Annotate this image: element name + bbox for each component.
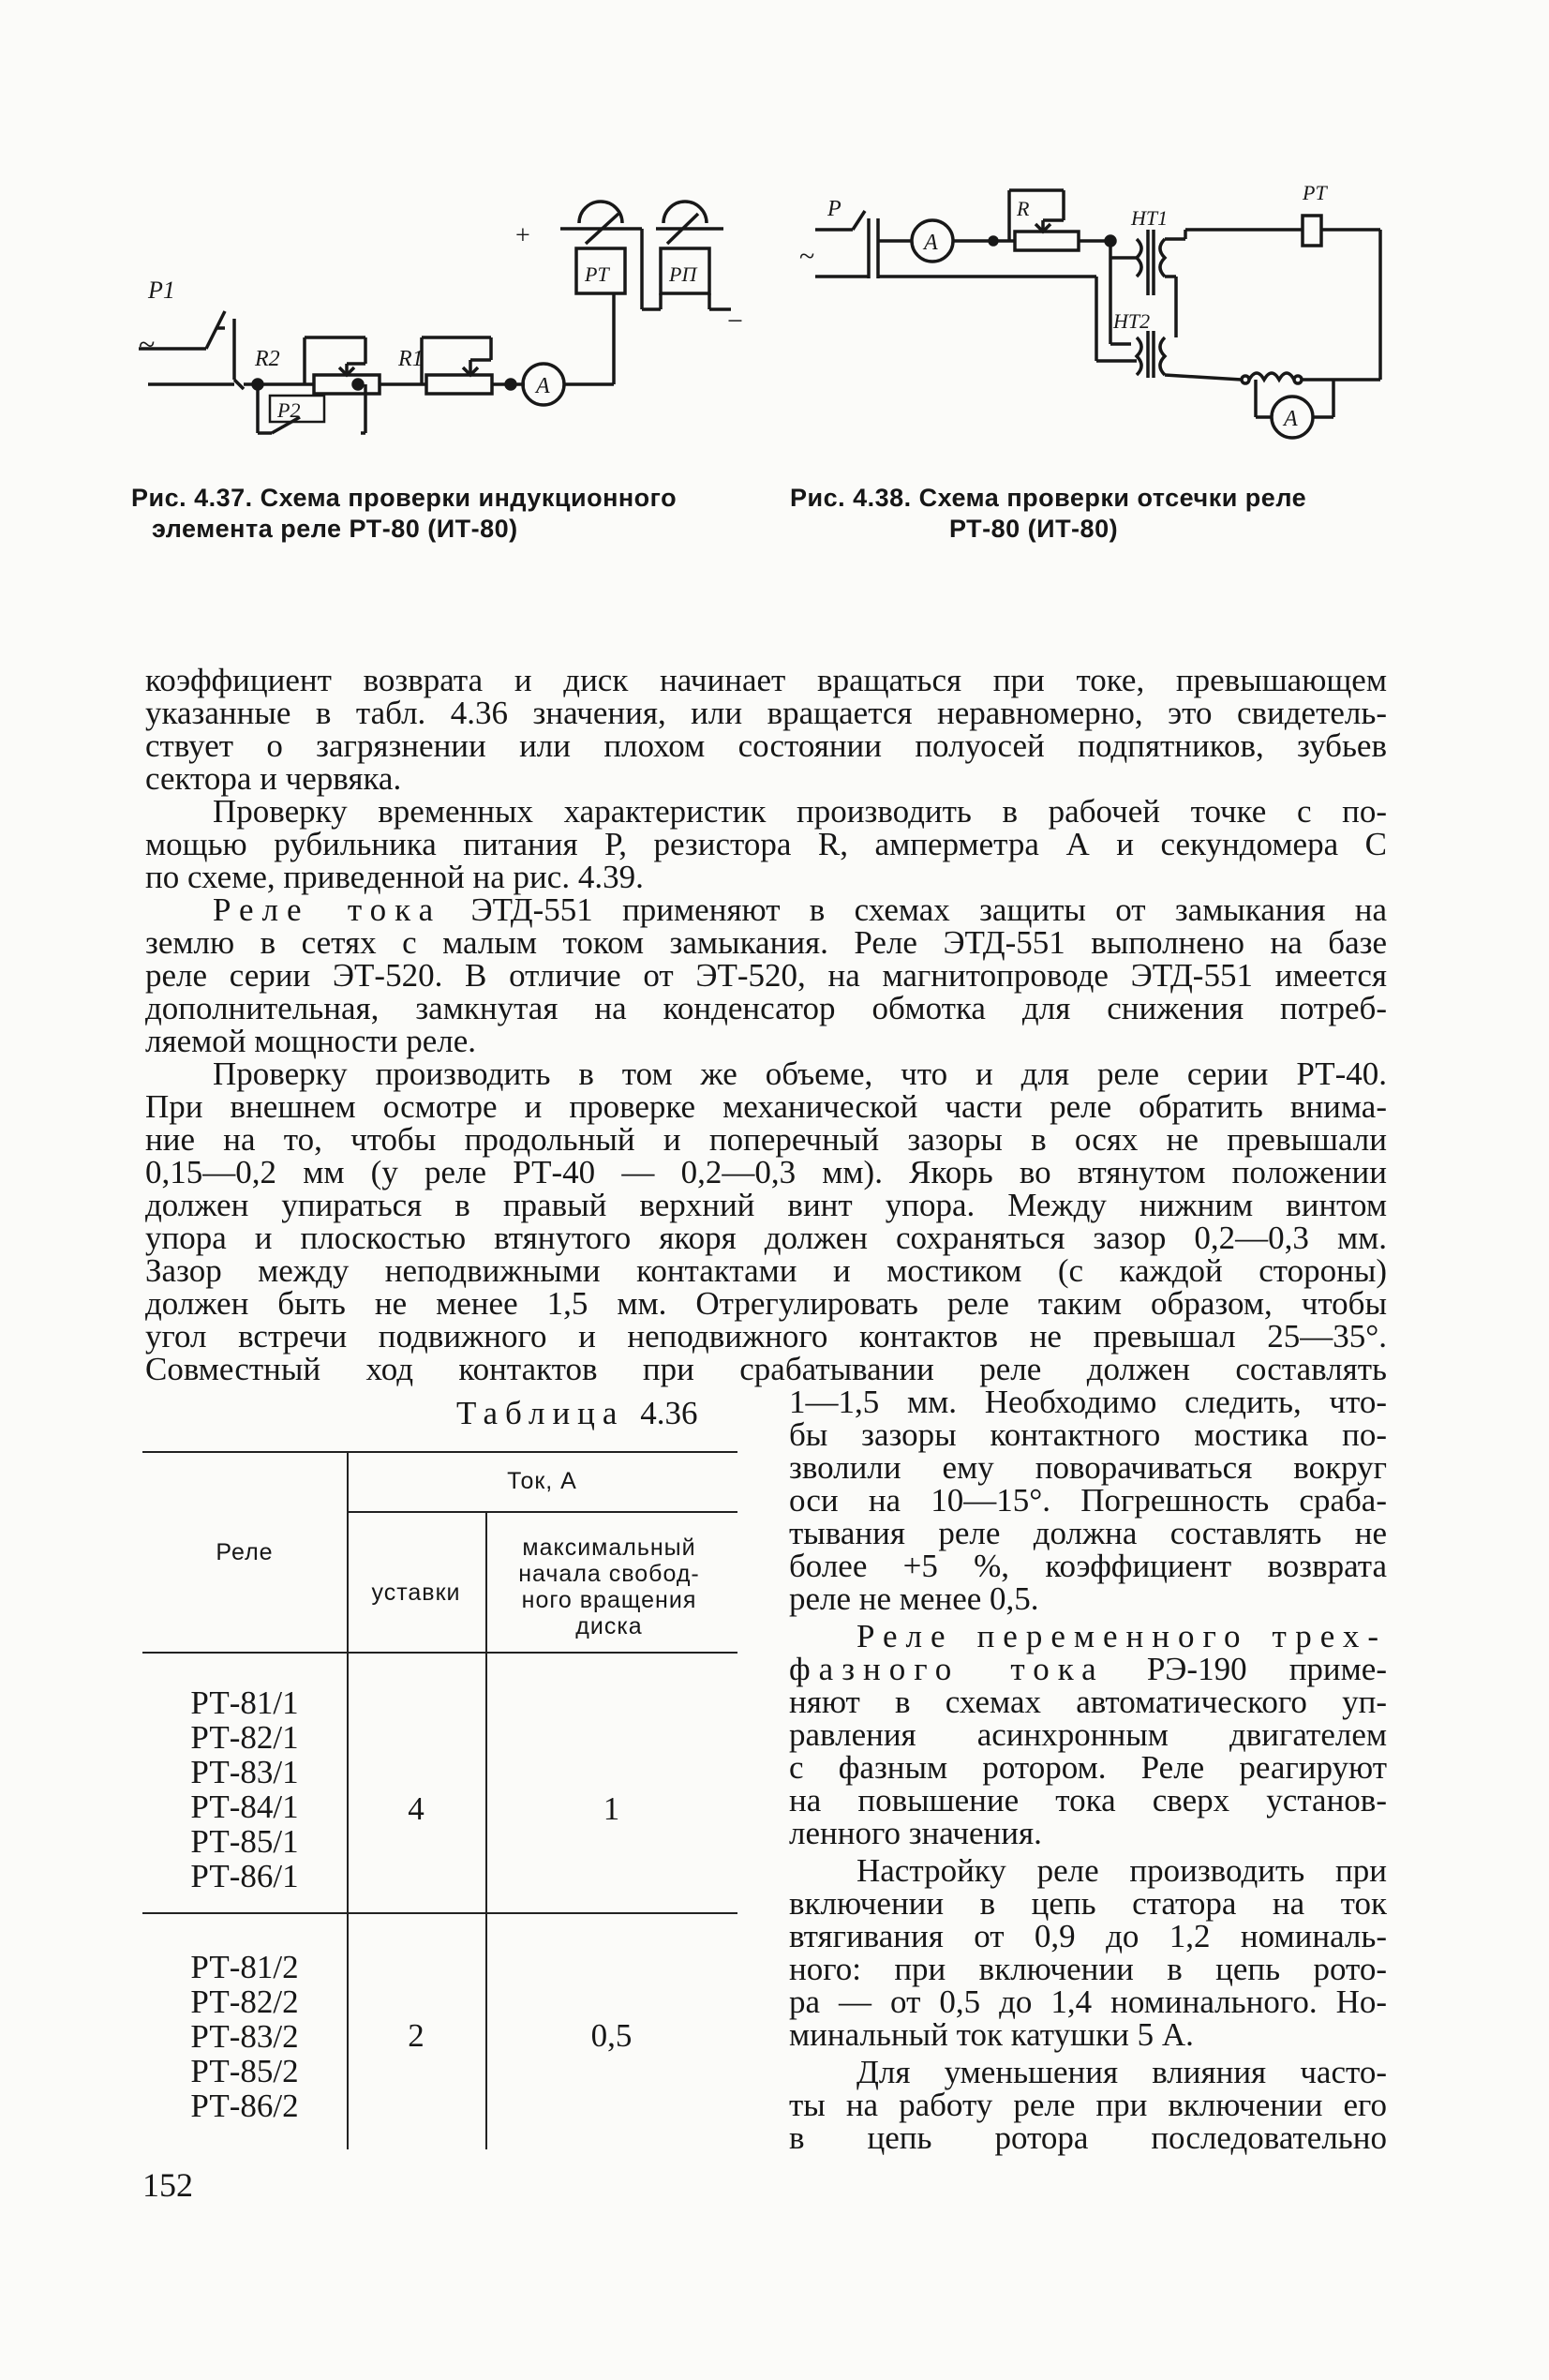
paragraph-2 xyxy=(145,795,1387,893)
table-cell-relay: РТ-83/2 xyxy=(190,2018,299,2055)
text-line: по схеме, приведенной на рис. 4.39. xyxy=(145,859,644,895)
text-line: 1—1,5 мм. Необходимо следить, что- xyxy=(789,1384,1387,1420)
text-line: ного: при включении в цепь рото- xyxy=(789,1951,1387,1987)
figure-4-37-diagram xyxy=(131,187,750,441)
text-line: коэффициент возврата и диск начинает вращаться при токе, превышающем xyxy=(145,662,1387,698)
text-line xyxy=(789,1653,1387,1685)
caption-line: Рис. 4.38. Схема проверки отсечки реле xyxy=(790,484,1307,512)
table-cell-relay: РТ-84/1 xyxy=(190,1789,299,1825)
text-line: должен быть не менее 1,5 мм. Отрегулировать реле таким образом, чтобы xyxy=(145,1285,1387,1322)
caption-line: РТ-80 (ИТ-80) xyxy=(949,515,1119,543)
label-r1: R1 xyxy=(398,347,424,371)
text-line: должен упираться в правый верхний винт упора. Между нижним винтом xyxy=(145,1187,1387,1223)
page-number: 152 xyxy=(142,2166,193,2204)
label-r2: R2 xyxy=(255,347,280,371)
spaced-term: Реле переменного трех- xyxy=(856,1618,1387,1654)
text-line: Проверку производить в том же объеме, что и для реле серии РТ-40. xyxy=(213,1055,1387,1092)
spaced-term: фазного тока xyxy=(789,1651,1105,1687)
text-line: ние на то, чтобы продольный и поперечный зазоры в осях не превышали xyxy=(145,1121,1387,1158)
table-cell-relay: РТ-85/2 xyxy=(190,2053,299,2089)
text-span: РЭ-190 приме- xyxy=(1146,1651,1387,1687)
table-group-1-relays xyxy=(142,1685,347,1894)
label-nt2: НТ2 xyxy=(1113,309,1151,333)
table-cell-relay: РТ-81/2 xyxy=(190,1949,299,1985)
text-line: упора и плоскостью втянутого якоря должен сохраняться зазор 0,2—0,3 мм. xyxy=(145,1220,1387,1256)
label-minus: − xyxy=(727,306,743,337)
table-cell-relay: РТ-86/2 xyxy=(190,2088,299,2124)
text-line: При внешнем осмотре и проверке механической части реле обратить внима- xyxy=(145,1088,1387,1125)
text-line: 0,15—0,2 мм (у реле РТ-40 — 0,2—0,3 мм). Якорь во втянутом положении xyxy=(145,1154,1387,1190)
text-line: сектора и червяка. xyxy=(145,760,402,797)
text-line: оси на 10—15°. Погрешность сраба- xyxy=(789,1482,1387,1519)
text-line: мощью рубильника питания Р, резистора R, амперметра А и секундомера С xyxy=(145,826,1387,862)
paragraph-4 xyxy=(145,1057,1387,1385)
text-line: зволили ему поворачиваться вокруг xyxy=(789,1449,1387,1486)
table-cell-relay: РТ-82/2 xyxy=(190,1983,299,2020)
table-title-word: Таблица xyxy=(456,1395,625,1431)
table-header-setting: уставки xyxy=(371,1579,461,1606)
table-cell-setting: 4 xyxy=(408,1790,424,1827)
table-header-relay: Реле xyxy=(216,1539,274,1565)
text-line: Проверку временных характеристик производить в рабочей точке с по- xyxy=(213,793,1387,830)
table-cell-relay: РТ-85/1 xyxy=(190,1823,299,1860)
text-line: землю в сетях с малым током замыкания. Реле ЭТД-551 выполнено на базе xyxy=(145,924,1387,961)
text-line: бы зазоры контактного мостика по- xyxy=(789,1416,1387,1453)
text-line: Зазор между неподвижными контактами и мостиком (с каждой стороны) xyxy=(145,1252,1387,1289)
table-cell-max-start: 1 xyxy=(603,1790,620,1827)
table-header-current: Ток, А xyxy=(507,1468,577,1494)
text-line: включении в цепь статора на ток xyxy=(789,1885,1387,1922)
label-ammeter: А xyxy=(536,374,550,398)
table-cell-relay: РТ-81/1 xyxy=(190,1684,299,1721)
text-line: реле серии ЭТ-520. В отличие от ЭТ-520, на магнитопроводе ЭТД-551 имеется xyxy=(145,957,1387,994)
table-cell-setting: 2 xyxy=(408,2017,424,2054)
text-line: ствует о загрязнении или плохом состоянии полуосей подпятников, зубьев xyxy=(145,727,1387,764)
label-plus: + xyxy=(515,221,530,250)
table-header-max-start: максимальный начала свобод- ного вращения диска xyxy=(518,1534,700,1639)
text-line: ленного значения. xyxy=(789,1815,1042,1851)
label-p: Р xyxy=(827,197,842,221)
caption-line: Рис. 4.37. Схема проверки индукционного xyxy=(131,484,678,512)
text-line: ты на работу реле при включении его xyxy=(789,2087,1387,2123)
text-line: Совместный ход контактов при срабатывании реле должен составлять xyxy=(145,1351,1387,1387)
table-cell-relay: РТ-82/1 xyxy=(190,1719,299,1756)
text-line: тывания реле должна составлять не xyxy=(789,1515,1387,1551)
paragraph-4-continued xyxy=(789,1385,1387,1615)
label-tilde: ~ xyxy=(799,241,815,272)
label-rt: РТ xyxy=(585,262,609,286)
paragraph-3 xyxy=(145,893,1387,1057)
text-line: угол встречи подвижного и неподвижного контактов не превышал 25—35°. xyxy=(145,1318,1387,1355)
text-line: минальный ток катушки 5 А. xyxy=(789,2016,1194,2053)
text-line: более +5 %, коэффициент возврата xyxy=(789,1548,1387,1584)
label-ammeter-1: А xyxy=(924,231,938,255)
figure-4-37-caption xyxy=(131,483,677,545)
text-line: дополнительная, замкнутая на конденсатор обмотка для снижения потреб- xyxy=(145,990,1387,1026)
paragraph-1 xyxy=(145,664,1387,795)
text-line: ра — от 0,5 до 1,4 номинального. Но- xyxy=(789,1983,1387,2020)
label-rp: РП xyxy=(669,262,697,286)
text-line: с фазным ротором. Реле реагируют xyxy=(789,1749,1387,1786)
label-tilde: ~ xyxy=(139,327,156,361)
text-line: няют в схемах автоматического уп- xyxy=(789,1684,1387,1720)
text-line: Для уменьшения влияния часто- xyxy=(856,2054,1387,2090)
caption-line: элемента реле РТ-80 (ИТ-80) xyxy=(152,515,518,543)
table-title-number: 4.36 xyxy=(640,1395,698,1431)
text-line: равления асинхронным двигателем xyxy=(789,1716,1387,1753)
label-nt1: НТ1 xyxy=(1131,206,1169,230)
figure-4-38-caption xyxy=(790,483,1306,545)
text-line: указанные в табл. 4.36 значения, или вращается неравномерно, это свидетель- xyxy=(145,695,1387,731)
table-rule-top xyxy=(142,1451,737,1453)
table-rule-header xyxy=(142,1652,737,1654)
text-line: Настройку реле производить при xyxy=(856,1852,1387,1889)
text-line: втягивания от 0,9 до 1,2 номиналь- xyxy=(789,1918,1387,1954)
text-line: ляемой мощности реле. xyxy=(145,1023,477,1059)
table-title xyxy=(456,1395,697,1432)
text-line: в цепь ротора последовательно xyxy=(789,2119,1387,2156)
table-rule-group xyxy=(142,1912,737,1914)
text-line: реле не менее 0,5. xyxy=(789,1580,1039,1617)
text-line: на повышение тока сверх установ- xyxy=(789,1782,1387,1819)
label-p2: Р2 xyxy=(277,398,301,422)
table-cell-relay: РТ-86/1 xyxy=(190,1858,299,1894)
table-group-2-relays xyxy=(142,1950,347,2123)
label-rt: РТ xyxy=(1303,181,1327,204)
table-cell-max-start: 0,5 xyxy=(590,2017,633,2054)
label-p1: Р1 xyxy=(148,277,175,304)
table-cell-relay: РТ-83/1 xyxy=(190,1754,299,1790)
table-rule-subheader xyxy=(347,1511,737,1513)
text-line xyxy=(789,1620,1387,1653)
figure-4-38-diagram xyxy=(792,173,1410,473)
label-ammeter-2: А xyxy=(1284,407,1298,431)
label-r: R xyxy=(1017,197,1030,220)
paragraph-5 xyxy=(789,1620,1387,1849)
paragraph-6 xyxy=(789,1854,1387,2051)
spaced-term: Реле тока xyxy=(213,891,442,928)
text-line xyxy=(145,893,1387,926)
paragraph-7 xyxy=(789,2056,1387,2154)
text-span: ЭТД-551 применяют в схемах защиты от замыкания на xyxy=(470,891,1388,928)
